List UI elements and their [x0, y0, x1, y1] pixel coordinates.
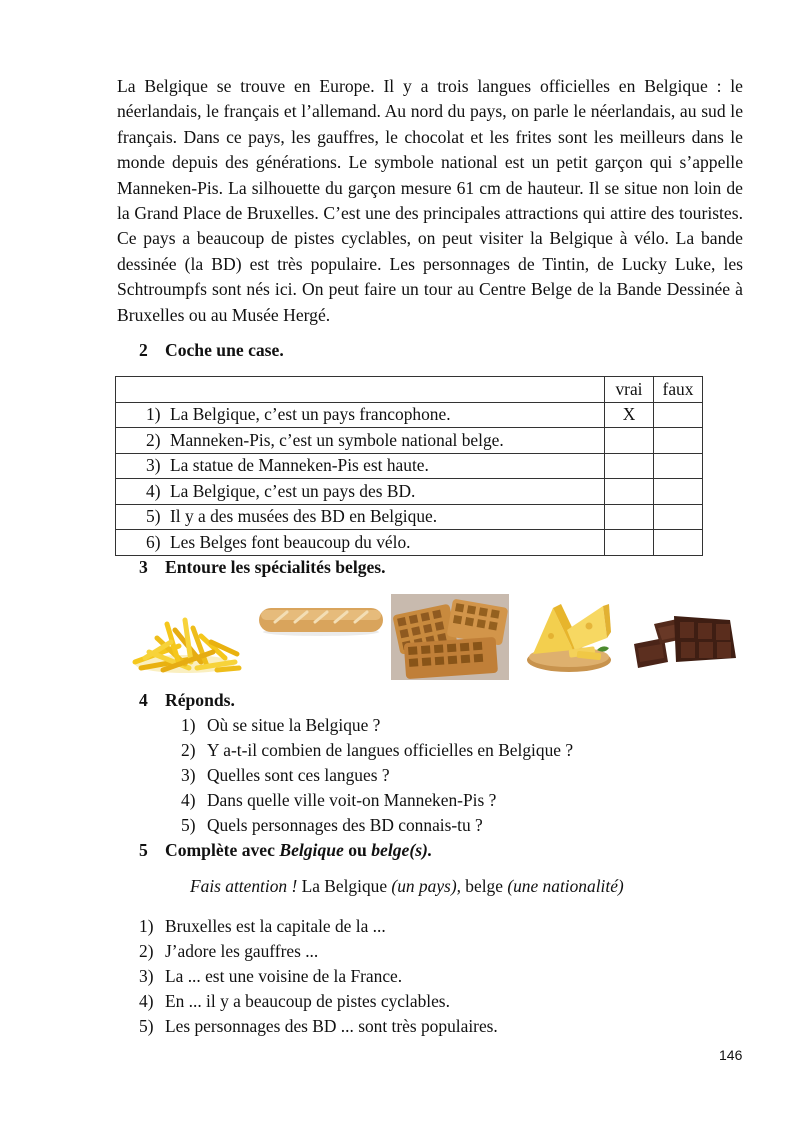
question-number: 2) [181, 740, 196, 760]
statement-cell [116, 530, 605, 556]
page-number: 146 [719, 1047, 743, 1063]
exercise-4-title: Réponds. [165, 690, 235, 710]
statement-number: 2) [146, 429, 161, 450]
statement-text: La Belgique, c’est un pays des BD. [170, 480, 416, 501]
statement-cell [116, 402, 605, 428]
note-hint-nationalite: (une nationalité) [507, 876, 624, 896]
attention-label: Fais attention ! [190, 876, 298, 896]
item-text: La ... est une voisine de la France. [165, 966, 403, 986]
list-item [181, 738, 573, 763]
attention-note [190, 876, 624, 897]
table-row [116, 479, 703, 505]
question-text: Dans quelle ville voit-on Manneken-Pis ? [207, 790, 497, 810]
list-item [139, 1014, 498, 1039]
statement-text: Les Belges font beaucoup du vélo. [170, 531, 411, 552]
list-item [181, 788, 573, 813]
vrai-checkbox[interactable] [605, 479, 654, 505]
question-list [181, 713, 573, 838]
statement-text: La statue de Manneken-Pis est haute. [170, 455, 429, 476]
fries-image[interactable] [127, 612, 243, 676]
baguette-image[interactable] [257, 604, 385, 638]
statement-cell [116, 479, 605, 505]
exercise-2-number: 2 [139, 340, 148, 360]
exercise-2-heading [139, 340, 284, 361]
vrai-checkbox[interactable]: X [605, 402, 654, 428]
vrai-checkbox[interactable] [605, 530, 654, 556]
item-text: En ... il y a beaucoup de pistes cyclables. [165, 991, 450, 1011]
exercise-5-number: 5 [139, 840, 148, 860]
vrai-checkbox[interactable] [605, 453, 654, 479]
item-number: 3) [139, 966, 154, 986]
faux-checkbox[interactable] [654, 402, 703, 428]
statement-number: 3) [146, 455, 161, 476]
faux-checkbox[interactable] [654, 453, 703, 479]
note-word-belgique: La Belgique [297, 876, 392, 896]
question-number: 1) [181, 715, 196, 735]
question-text: Quels personnages des BD connais-tu ? [207, 815, 483, 835]
note-hint-pays: (un pays), [391, 876, 461, 896]
true-false-table [115, 376, 703, 556]
cheese-image[interactable] [525, 602, 615, 674]
question-text: Y a-t-il combien de langues officielles en Belgique ? [207, 740, 574, 760]
list-item [181, 713, 573, 738]
exercise-5-word-belgique: Belgique [279, 840, 344, 860]
item-text: Bruxelles est la capitale de la ... [165, 916, 386, 936]
statement-number: 6) [146, 531, 161, 552]
list-item [181, 813, 573, 838]
faux-checkbox[interactable] [654, 504, 703, 530]
list-item [139, 939, 498, 964]
reading-paragraph: La Belgique se trouve en Europe. Il y a trois langues officielles en Belgique : le néerlandais, le français et l’allemand. Au nord du pays, on parle le néerlandais, au sud le français. Dans ce pays, les gauffres, le chocolat et les frites sont les meilleurs dans le monde depuis des générations. Le symbole national est un petit garçon qui s’appelle Manneken-Pis. La silhouette du garçon mesure 61 cm de hauteur. Il se situe non loin de la Grand Place de Bruxelles. C’est une des principales attractions qui attire des touristes. Ce pays a beaucoup de pistes cyclables, on peut visiter la Belgique à vélo. La bande dessinée (la BD) est très populaire. Les personnages de Tintin, de Lucky Luke, les Schtroumpfs sont nés ici. On peut faire un tour au Centre Belge de la Bande Dessinée à Bruxelles ou au Musée Hergé. [117, 76, 743, 325]
table-row [116, 428, 703, 454]
chocolate-image[interactable] [630, 614, 738, 672]
question-number: 4) [181, 790, 196, 810]
item-number: 4) [139, 991, 154, 1011]
table-row [116, 530, 703, 556]
vrai-checkbox[interactable] [605, 428, 654, 454]
question-number: 5) [181, 815, 196, 835]
question-text: Où se situe la Belgique ? [207, 715, 381, 735]
exercise-4-heading [139, 690, 235, 711]
waffles-image[interactable] [391, 594, 509, 680]
statement-text: Manneken-Pis, c’est un symbole national belge. [170, 429, 504, 450]
statement-number: 4) [146, 480, 161, 501]
exercise-3-number: 3 [139, 557, 148, 577]
exercise-4-number: 4 [139, 690, 148, 710]
column-faux: faux [654, 377, 703, 403]
list-item [139, 989, 498, 1014]
item-number: 2) [139, 941, 154, 961]
vrai-checkbox[interactable] [605, 504, 654, 530]
exercise-5-word-belges: belge(s). [371, 840, 433, 860]
exercise-5-title-prefix: Complète avec [165, 840, 280, 860]
faux-checkbox[interactable] [654, 530, 703, 556]
statement-cell [116, 453, 605, 479]
list-item [181, 763, 573, 788]
item-text: Les personnages des BD ... sont très populaires. [165, 1016, 498, 1036]
item-number: 1) [139, 916, 154, 936]
item-number: 5) [139, 1016, 154, 1036]
table-row [116, 504, 703, 530]
table-row [116, 453, 703, 479]
table-header-empty [116, 377, 605, 403]
list-item [139, 964, 498, 989]
list-item [139, 914, 498, 939]
table-row [116, 402, 703, 428]
exercise-5-title-or: ou [343, 840, 372, 860]
faux-checkbox[interactable] [654, 479, 703, 505]
item-text: J’adore les gauffres ... [165, 941, 319, 961]
question-number: 3) [181, 765, 196, 785]
faux-checkbox[interactable] [654, 428, 703, 454]
exercise-3-heading [139, 557, 386, 578]
statement-number: 1) [146, 404, 161, 425]
exercise-3-title: Entoure les spécialités belges. [165, 557, 386, 577]
note-word-belge: belge [460, 876, 508, 896]
statement-text: Il y a des musées des BD en Belgique. [170, 506, 438, 527]
question-text: Quelles sont ces langues ? [207, 765, 390, 785]
statement-number: 5) [146, 506, 161, 527]
column-vrai: vrai [605, 377, 654, 403]
statement-cell [116, 504, 605, 530]
exercise-5-heading [139, 840, 432, 861]
fill-in-list [139, 914, 498, 1039]
statement-text: La Belgique, c’est un pays francophone. [170, 404, 451, 425]
statement-cell [116, 428, 605, 454]
exercise-2-title: Coche une case. [165, 340, 284, 360]
table-header-row [116, 377, 703, 403]
